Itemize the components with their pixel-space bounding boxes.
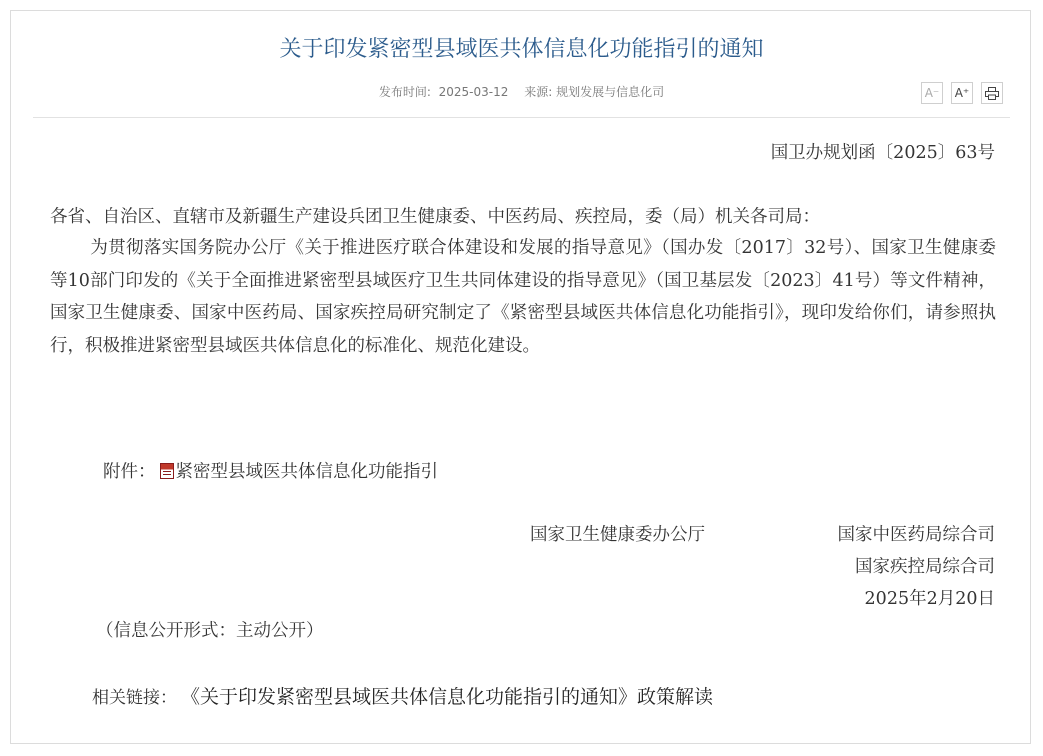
attachment (103, 458, 438, 483)
salutation: 各省、自治区、直辖市及新疆生产建设兵团卫生健康委、中医药局、疾控局，委（局）机关各司局： (50, 207, 820, 227)
source-name: 规划发展与信息化司 (556, 85, 665, 99)
publish-date: 2025-03-12 (438, 85, 509, 99)
signatory-cdc: 国家疾控局综合司 (855, 557, 995, 577)
font-larger-button[interactable]: A⁺ (951, 82, 973, 104)
document-number: 国卫办规划函〔2025〕63号 (770, 143, 995, 163)
attachment-label: 附件： (103, 462, 156, 482)
signatory-tcm: 国家中医药局综合司 (837, 525, 995, 545)
policy-interpretation-link[interactable]: 《关于印发紧密型县域医共体信息化功能指引的通知》政策解读 (181, 686, 714, 708)
meta-info (0, 83, 1043, 100)
header-divider (33, 117, 1010, 118)
pdf-icon (160, 463, 174, 479)
printer-icon (985, 87, 999, 100)
publish-label: 发布时间: (378, 85, 431, 99)
print-button[interactable] (981, 82, 1003, 104)
toolbar (921, 82, 1003, 104)
body-paragraph (50, 232, 996, 362)
attachment-link[interactable]: 紧密型县域医共体信息化功能指引 (175, 462, 438, 482)
source-label: 来源: (524, 85, 553, 99)
font-smaller-button[interactable]: A⁻ (921, 82, 943, 104)
signatory-nhc: 国家卫生健康委办公厅 (530, 525, 705, 545)
related-label: 相关链接： (92, 688, 177, 708)
page-title: 关于印发紧密型县域医共体信息化功能指引的通知 (279, 37, 764, 62)
document-date: 2025年2月20日 (864, 589, 995, 609)
related-links (92, 682, 713, 709)
disclosure-note: （信息公开形式：主动公开） (96, 621, 324, 641)
body-text: 为贯彻落实国务院办公厅《关于推进医疗联合体建设和发展的指导意见》（国办发〔2017〕32号）、国家卫生健康委等10部门印发的《关于全面推进紧密型县域医疗卫生共同体建设的指导意见》（国卫基层发〔2023〕41号）等文件精神，国家卫生健康委、国家中医药局、国家疾控局研究制定了《紧密型县域医共体信息化功能指引》，现印发给你们，请参照执行，积极推进紧密型县域医共体信息化的标准化、规范化建设。 (50, 238, 996, 356)
